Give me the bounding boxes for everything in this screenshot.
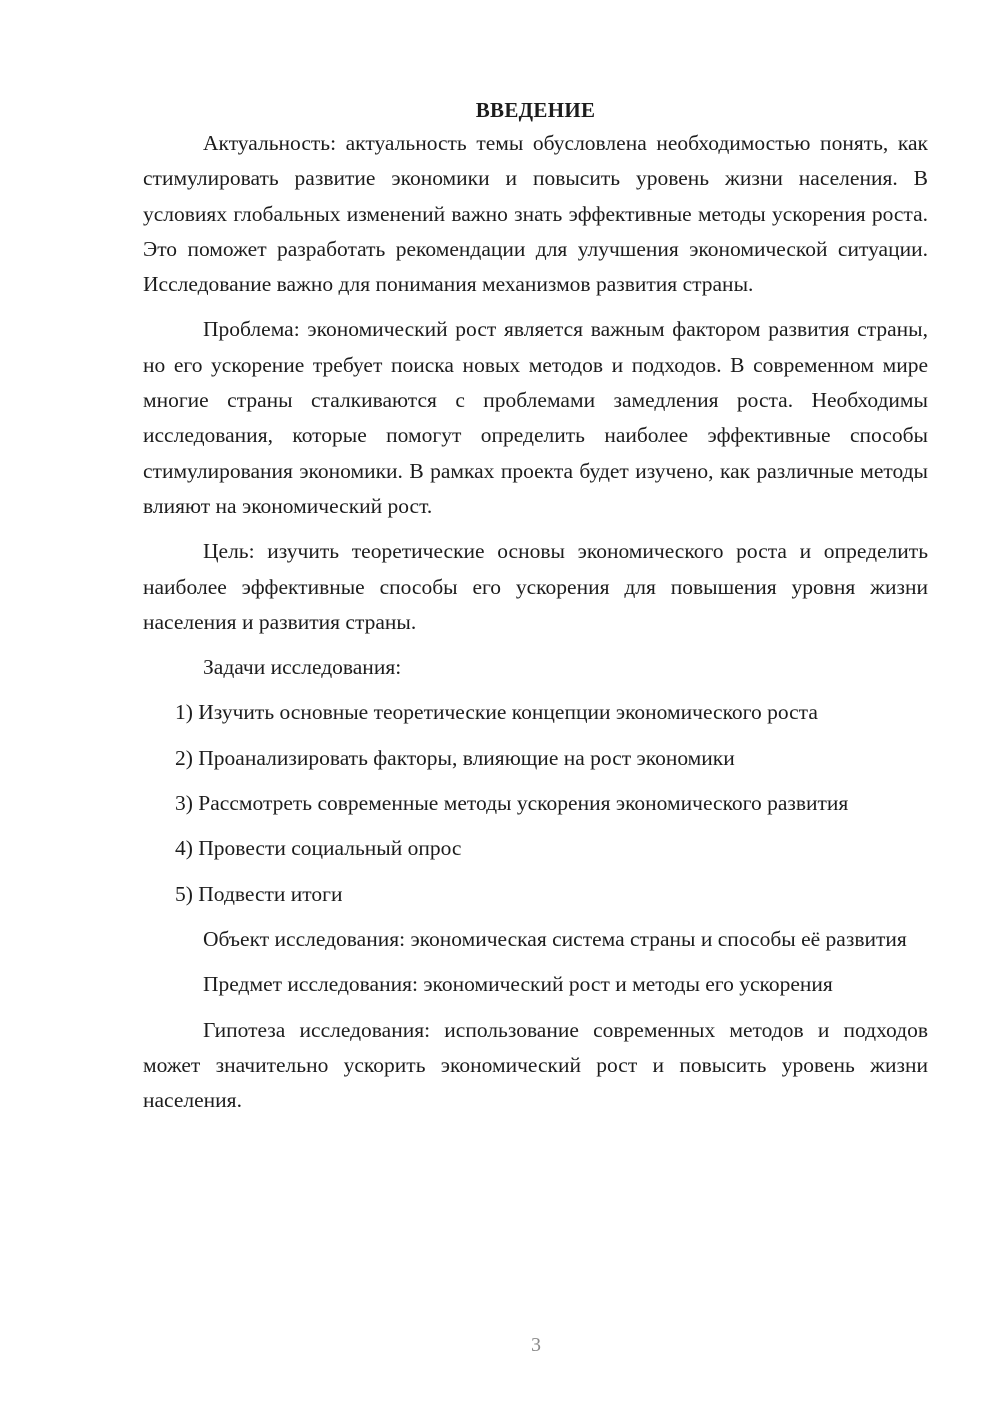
paragraph-relevance: Актуальность: актуальность темы обусловлена необходимостью понять, как стимулировать развитие экономики и повысить уровень жизни населения. В условиях глобальных изменений важно знать эффективные методы ускорения роста. Это поможет разработать рекомендации для улучшения экономической ситуации. Исследование важно для понимания механизмов развития страны.: [143, 131, 928, 297]
paragraph-hypothesis: Гипотеза исследования: использование современных методов и подходов может значительно ускорить экономический рост и повысить уровень жизни населения.: [143, 1017, 928, 1113]
page-number: 3: [531, 1334, 541, 1356]
paragraph-object: Объект исследования: экономическая система страны и способы её развития: [203, 926, 907, 951]
paragraph-problem: Проблема: экономический рост является важным фактором развития страны, но его ускорение требует поиска новых методов и подходов. В современном мире многие страны сталкиваются с проблемами замедления роста. Необходимы исследования, которые помогут определить наиболее эффективные способы стимулирования экономики. В рамках проекта будет изучено, как различные методы влияют на экономический рост.: [143, 317, 928, 518]
paragraph-subject: Предмет исследования: экономический рост и методы его ускорения: [203, 972, 833, 997]
page-content: [143, 94, 928, 1118]
tasks-title: Задачи исследования:: [203, 655, 402, 680]
paragraph-goal: Цель: изучить теоретические основы экономического роста и определить наиболее эффективные способы его ускорения для повышения уровня жизни населения и развития страны.: [143, 539, 928, 634]
task-item: 2) Проанализировать факторы, влияющие на рост экономики: [175, 745, 735, 770]
task-item: 4) Провести социальный опрос: [175, 836, 462, 861]
task-item: 1) Изучить основные теоретические концепции экономического роста: [175, 700, 818, 725]
task-item: 5) Подвести итоги: [175, 881, 343, 906]
section-heading: ВВЕДЕНИЕ: [475, 98, 596, 122]
task-item: 3) Рассмотреть современные методы ускорения экономического развития: [175, 791, 849, 816]
